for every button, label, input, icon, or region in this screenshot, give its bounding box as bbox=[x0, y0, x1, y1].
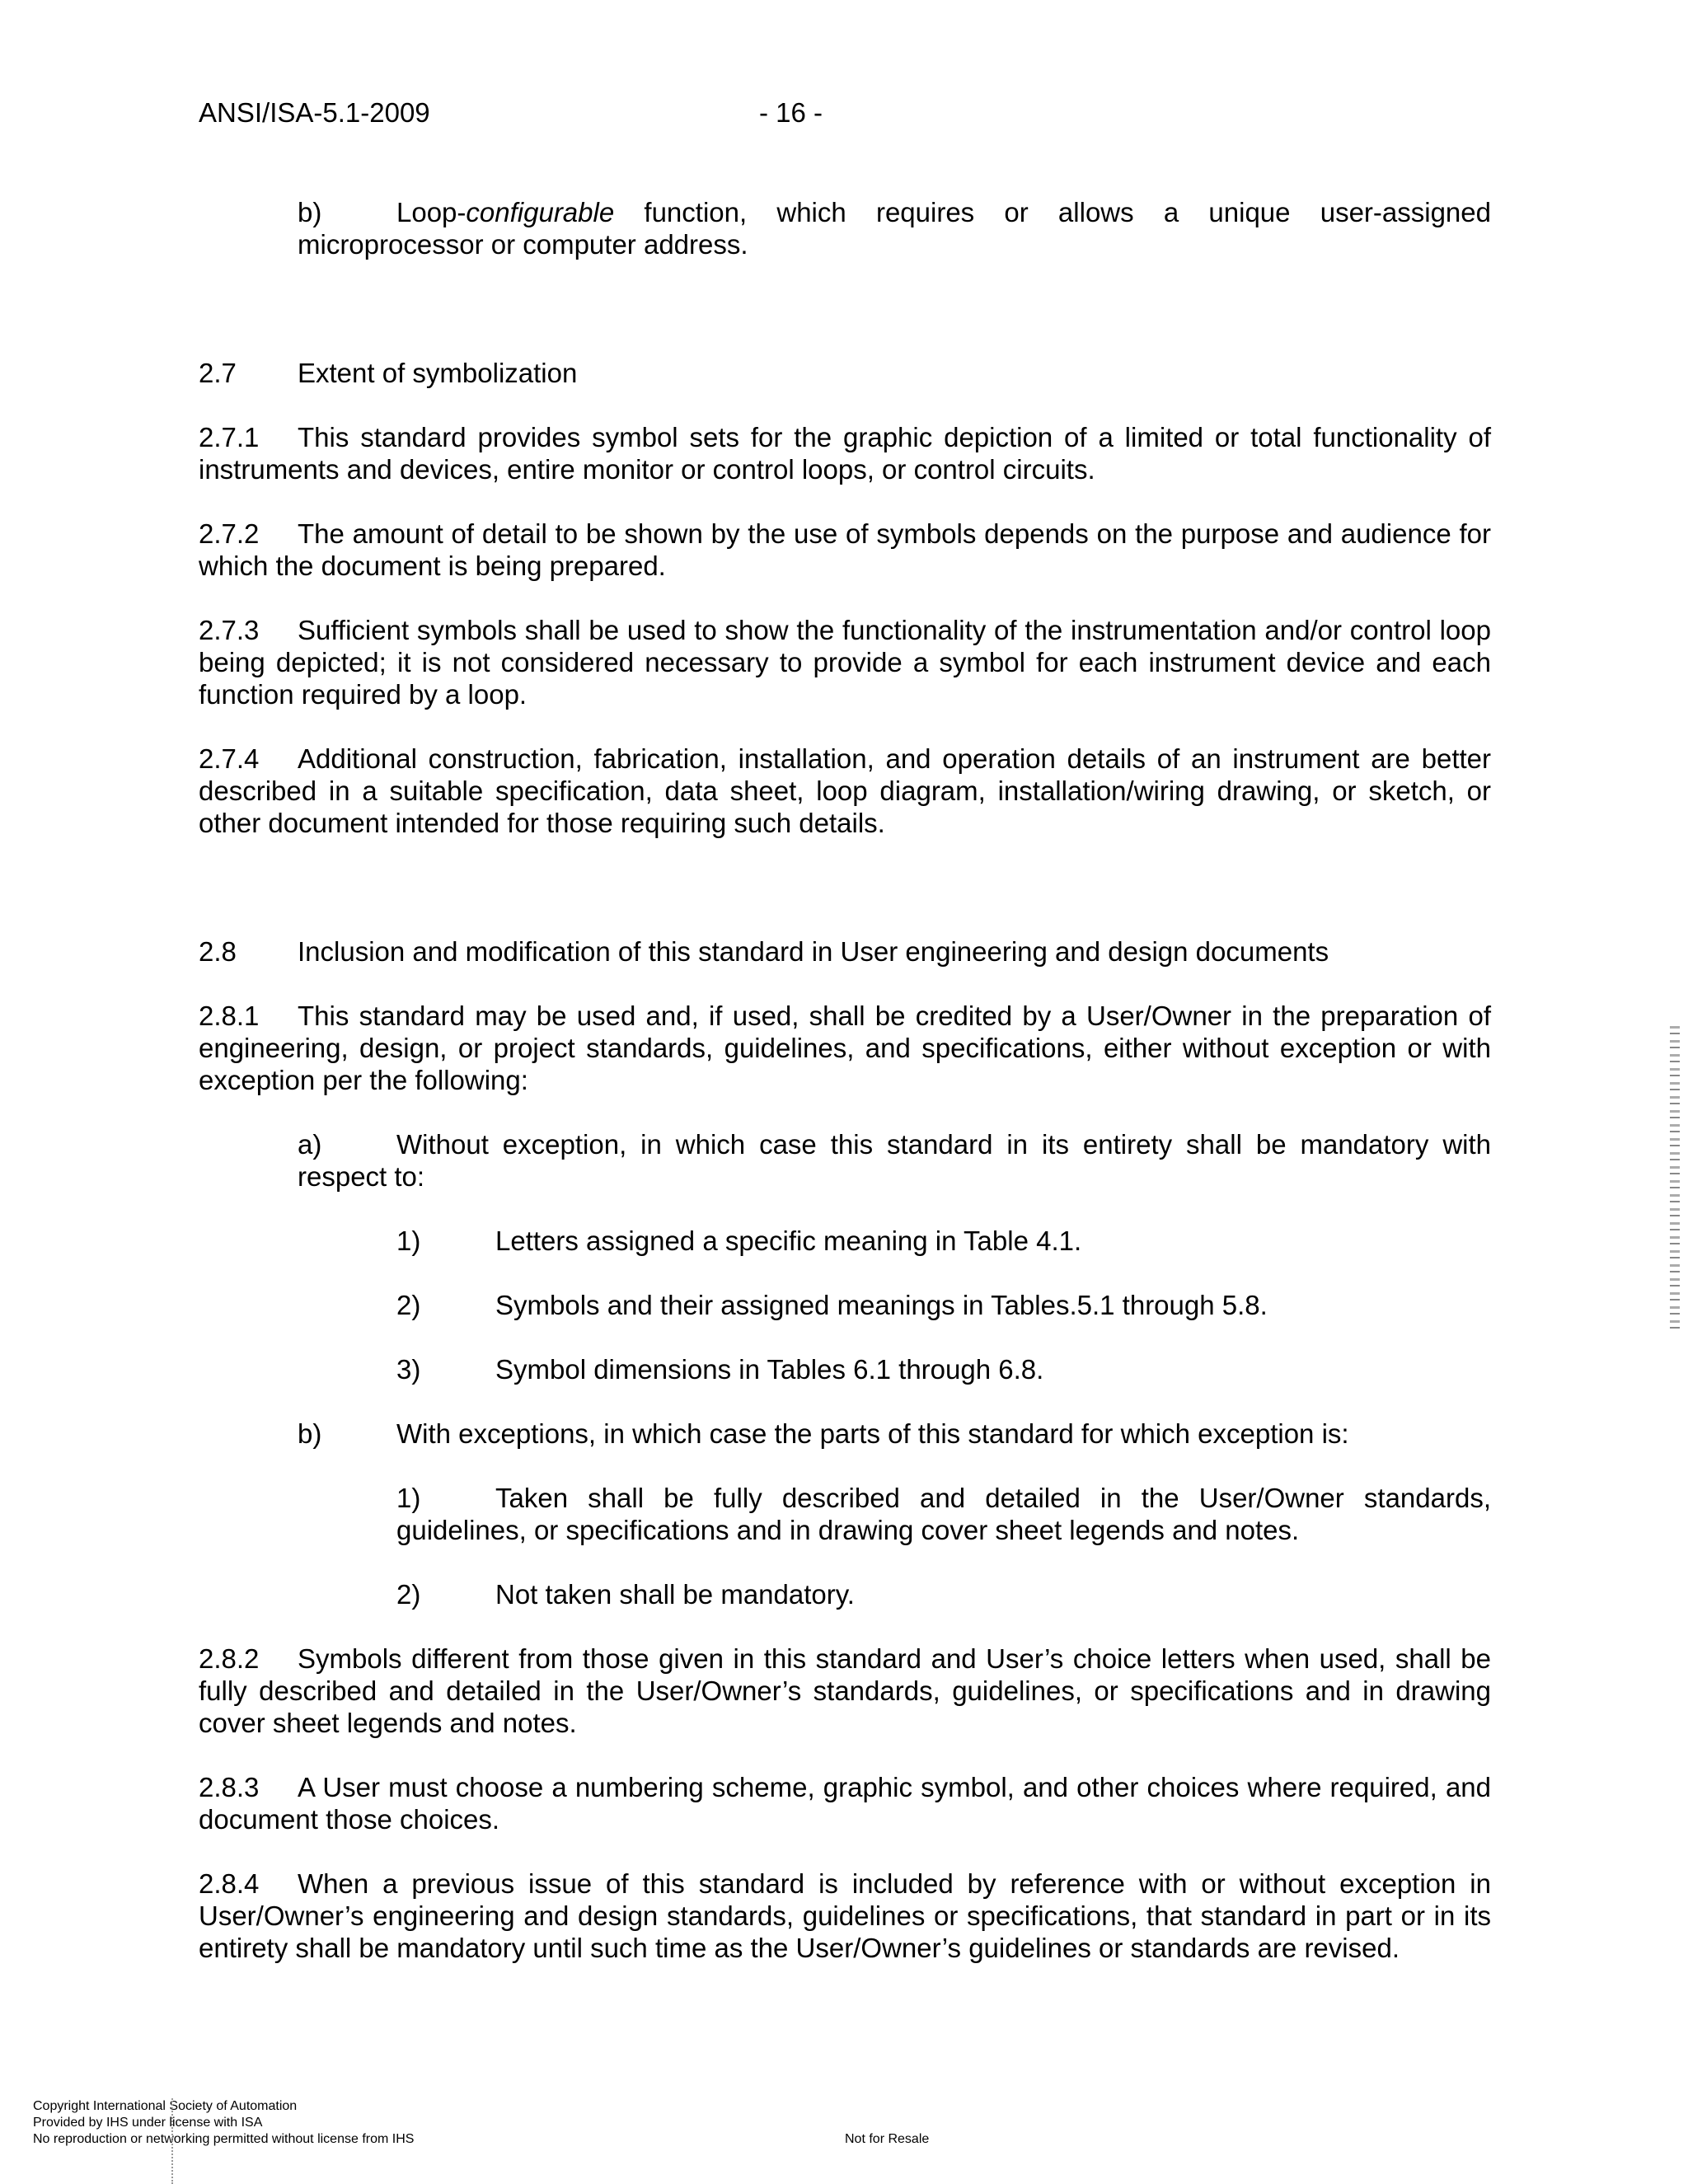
footer-copyright-line: Copyright International Society of Automation bbox=[33, 2099, 298, 2113]
document-body bbox=[199, 196, 1491, 1964]
clause-2-8-3: 2.8.3 A User must choose a numbering scheme, graphic symbol, and other choices where required, and document those choices. bbox=[199, 1772, 1491, 1835]
clause-2-7-3: 2.7.3 Sufficient symbols shall be used to show the functionality of the instrumentation and/or control loop being depicted; it is not considered necessary to provide a symbol for each instrument device and each function required by a loop. bbox=[199, 615, 1491, 710]
list-item-a-without-exception: a) Without exception, in which case this standard in its entirety shall be mandatory with respect to: bbox=[298, 1129, 1491, 1192]
side-watermark-stamp bbox=[1670, 1026, 1680, 1331]
list-item-a-1: 1) Letters assigned a specific meaning in Table 4.1. bbox=[396, 1226, 1082, 1256]
clause-2-7-1: 2.7.1 This standard provides symbol sets for the graphic depiction of a limited or total functionality of instruments and devices, entire monitor or control loops, or control circuits. bbox=[199, 422, 1491, 485]
footer-provided-line: Provided by IHS under license with ISA bbox=[33, 2116, 263, 2130]
list-item-b-with-exceptions: b) With exceptions, in which case the parts of this standard for which exception is: bbox=[298, 1418, 1349, 1449]
section-heading-2-7: 2.7 Extent of symbolization bbox=[199, 358, 578, 388]
list-item-b-loop-configurable: b) Loop-configurable function, which requires or allows a unique user-assigned microprocessor or computer address. bbox=[298, 197, 1491, 260]
list-item-a-2: 2) Symbols and their assigned meanings in Tables.5.1 through 5.8. bbox=[396, 1290, 1268, 1320]
clause-2-7-4: 2.7.4 Additional construction, fabrication, installation, and operation details of an instrument are better described in a suitable specification, data sheet, loop diagram, installation/wiring drawing, or sketch, or other document intended for those requiring such details. bbox=[199, 743, 1491, 838]
clause-2-8-2: 2.8.2 Symbols different from those given in this standard and User’s choice letters when used, shall be fully described and detailed in the User/Owner’s standards, guidelines, or specifications and in drawing cover sheet legends and notes. bbox=[199, 1643, 1491, 1738]
list-item-a-3: 3) Symbol dimensions in Tables 6.1 through 6.8. bbox=[396, 1354, 1044, 1385]
footer-not-for-resale: Not for Resale bbox=[845, 2132, 930, 2146]
clause-2-7-2: 2.7.2 The amount of detail to be shown by the use of symbols depends on the purpose and audience for which the document is being prepared. bbox=[199, 518, 1491, 581]
header-doc-id: ANSI/ISA-5.1-2009 bbox=[199, 97, 430, 128]
section-heading-2-8: 2.8 Inclusion and modification of this standard in User engineering and design documents bbox=[199, 936, 1329, 967]
header-page-number: - 16 - bbox=[759, 97, 823, 128]
copyright-footer bbox=[33, 2098, 414, 2148]
list-item-b-2: 2) Not taken shall be mandatory. bbox=[396, 1579, 855, 1610]
list-item-b-1: 1) Taken shall be fully described and detailed in the User/Owner standards, guidelines, or specifications and in drawing cover sheet legends and notes. bbox=[396, 1483, 1491, 1545]
clause-2-8-4: 2.8.4 When a previous issue of this standard is included by reference with or without exception in User/Owner’s engineering and design standards, guidelines or specifications, that standard in part or in its entirety shall be mandatory until such time as the User/Owner’s guidelines or standards are revised. bbox=[199, 1868, 1491, 1963]
footer-no-reproduction-line: No reproduction or networking permitted without license from IHS bbox=[33, 2132, 415, 2146]
footer-dotted-divider bbox=[171, 2098, 173, 2184]
clause-2-8-1: 2.8.1 This standard may be used and, if used, shall be credited by a User/Owner in the preparation of engineering, design, or project standards, guidelines, and specifications, either without exception or with exception per the following: bbox=[199, 1001, 1491, 1095]
